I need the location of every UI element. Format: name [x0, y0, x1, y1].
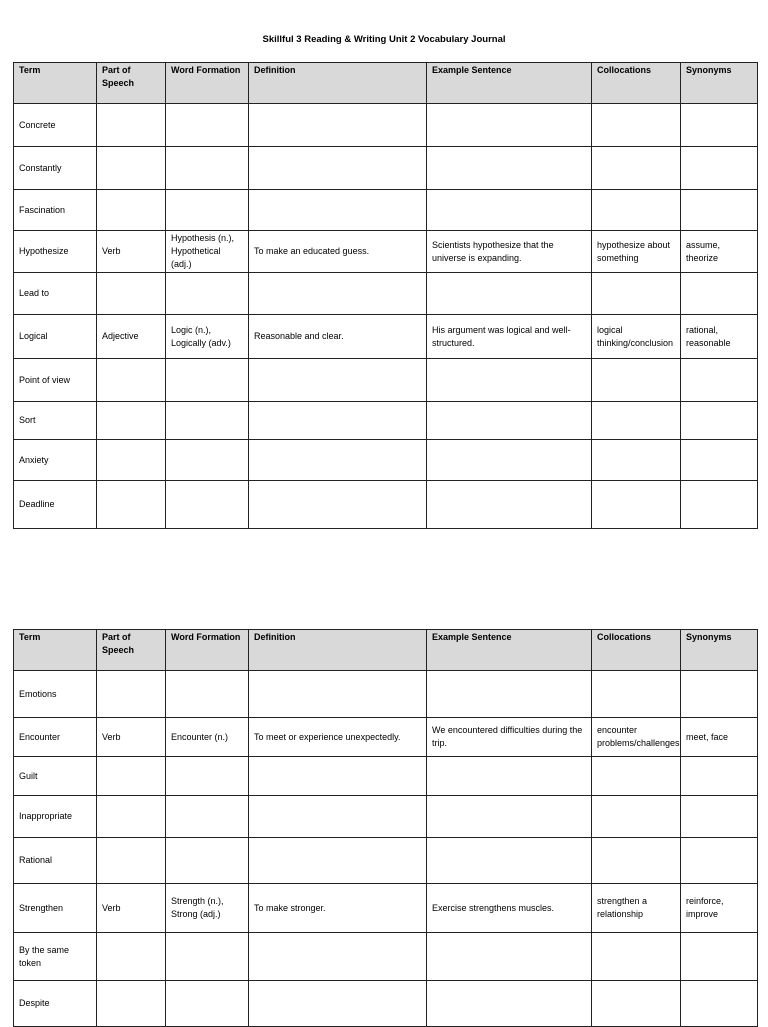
part-of-speech-cell	[97, 402, 166, 440]
synonyms-cell	[681, 440, 758, 481]
part-of-speech-cell	[97, 933, 166, 981]
example-sentence-cell	[427, 190, 592, 231]
part-of-speech-cell	[97, 104, 166, 147]
example-sentence-cell	[427, 402, 592, 440]
table-row	[14, 315, 758, 359]
word-formation-cell	[166, 147, 249, 190]
header-definition: Definition	[249, 630, 427, 671]
header-term: Term	[14, 63, 97, 104]
definition-cell	[249, 104, 427, 147]
vocabulary-table-1	[13, 62, 758, 529]
term-cell: Constantly	[14, 147, 97, 190]
part-of-speech-cell	[97, 838, 166, 884]
table-row	[14, 671, 758, 718]
part-of-speech-cell: Verb	[97, 884, 166, 933]
definition-cell: To make an educated guess.	[249, 231, 427, 273]
example-sentence-cell	[427, 359, 592, 402]
term-cell: Encounter	[14, 718, 97, 757]
collocations-cell	[592, 481, 681, 529]
collocations-cell	[592, 838, 681, 884]
table-row	[14, 231, 758, 273]
definition-cell	[249, 440, 427, 481]
table-header-row	[14, 63, 758, 104]
example-sentence-cell	[427, 981, 592, 1027]
synonyms-cell	[681, 273, 758, 315]
collocations-cell: hypothesize about something	[592, 231, 681, 273]
part-of-speech-cell: Verb	[97, 231, 166, 273]
term-cell: Sort	[14, 402, 97, 440]
part-of-speech-cell	[97, 190, 166, 231]
table-row	[14, 838, 758, 884]
collocations-cell	[592, 933, 681, 981]
term-cell: Despite	[14, 981, 97, 1027]
collocations-cell: encounter problems/challenges	[592, 718, 681, 757]
definition-cell: To meet or experience unexpectedly.	[249, 718, 427, 757]
part-of-speech-cell: Adjective	[97, 315, 166, 359]
word-formation-cell: Strength (n.), Strong (adj.)	[166, 884, 249, 933]
header-collocations: Collocations	[592, 630, 681, 671]
synonyms-cell: rational, reasonable	[681, 315, 758, 359]
table-row	[14, 273, 758, 315]
synonyms-cell	[681, 190, 758, 231]
example-sentence-cell	[427, 671, 592, 718]
definition-cell	[249, 481, 427, 529]
header-term: Term	[14, 630, 97, 671]
term-cell: Emotions	[14, 671, 97, 718]
table-row	[14, 147, 758, 190]
example-sentence-cell	[427, 147, 592, 190]
example-sentence-cell	[427, 273, 592, 315]
collocations-cell	[592, 402, 681, 440]
collocations-cell	[592, 359, 681, 402]
word-formation-cell	[166, 481, 249, 529]
term-cell: Point of view	[14, 359, 97, 402]
part-of-speech-cell	[97, 757, 166, 796]
example-sentence-cell	[427, 104, 592, 147]
example-sentence-cell: Exercise strengthens muscles.	[427, 884, 592, 933]
term-cell: By the same token	[14, 933, 97, 981]
term-cell: Anxiety	[14, 440, 97, 481]
table-row	[14, 190, 758, 231]
synonyms-cell	[681, 104, 758, 147]
definition-cell	[249, 190, 427, 231]
header-definition: Definition	[249, 63, 427, 104]
synonyms-cell: meet, face	[681, 718, 758, 757]
part-of-speech-cell	[97, 671, 166, 718]
synonyms-cell	[681, 796, 758, 838]
word-formation-cell	[166, 838, 249, 884]
part-of-speech-cell: Verb	[97, 718, 166, 757]
term-cell: Guilt	[14, 757, 97, 796]
collocations-cell	[592, 757, 681, 796]
synonyms-cell	[681, 981, 758, 1027]
header-example-sentence: Example Sentence	[427, 630, 592, 671]
table-row	[14, 359, 758, 402]
word-formation-cell: Logic (n.), Logically (adv.)	[166, 315, 249, 359]
header-word-formation: Word Formation	[166, 630, 249, 671]
part-of-speech-cell	[97, 147, 166, 190]
synonyms-cell: assume, theorize	[681, 231, 758, 273]
definition-cell	[249, 757, 427, 796]
word-formation-cell: Encounter (n.)	[166, 718, 249, 757]
term-cell: Fascination	[14, 190, 97, 231]
synonyms-cell	[681, 757, 758, 796]
term-cell: Lead to	[14, 273, 97, 315]
table-row	[14, 933, 758, 981]
collocations-cell	[592, 440, 681, 481]
part-of-speech-cell	[97, 359, 166, 402]
word-formation-cell	[166, 671, 249, 718]
header-word-formation: Word Formation	[166, 63, 249, 104]
word-formation-cell: Hypothesis (n.), Hypothetical (adj.)	[166, 231, 249, 273]
collocations-cell	[592, 190, 681, 231]
collocations-cell	[592, 796, 681, 838]
definition-cell	[249, 933, 427, 981]
word-formation-cell	[166, 359, 249, 402]
example-sentence-cell	[427, 481, 592, 529]
collocations-cell	[592, 981, 681, 1027]
word-formation-cell	[166, 190, 249, 231]
word-formation-cell	[166, 981, 249, 1027]
word-formation-cell	[166, 273, 249, 315]
table-row	[14, 981, 758, 1027]
table-row	[14, 796, 758, 838]
synonyms-cell	[681, 402, 758, 440]
header-example-sentence: Example Sentence	[427, 63, 592, 104]
synonyms-cell	[681, 481, 758, 529]
header-synonyms: Synonyms	[681, 63, 758, 104]
part-of-speech-cell	[97, 273, 166, 315]
header-synonyms: Synonyms	[681, 630, 758, 671]
definition-cell	[249, 838, 427, 884]
table-row	[14, 718, 758, 757]
term-cell: Logical	[14, 315, 97, 359]
synonyms-cell	[681, 933, 758, 981]
word-formation-cell	[166, 796, 249, 838]
word-formation-cell	[166, 104, 249, 147]
example-sentence-cell	[427, 796, 592, 838]
example-sentence-cell: Scientists hypothesize that the universe is expanding.	[427, 231, 592, 273]
collocations-cell	[592, 147, 681, 190]
collocations-cell	[592, 104, 681, 147]
example-sentence-cell: We encountered difficulties during the trip.	[427, 718, 592, 757]
term-cell: Inappropriate	[14, 796, 97, 838]
definition-cell	[249, 981, 427, 1027]
synonyms-cell	[681, 359, 758, 402]
definition-cell	[249, 402, 427, 440]
definition-cell	[249, 671, 427, 718]
synonyms-cell	[681, 838, 758, 884]
collocations-cell	[592, 671, 681, 718]
term-cell: Hypothesize	[14, 231, 97, 273]
definition-cell: Reasonable and clear.	[249, 315, 427, 359]
part-of-speech-cell	[97, 440, 166, 481]
definition-cell	[249, 359, 427, 402]
table-row	[14, 104, 758, 147]
synonyms-cell	[681, 147, 758, 190]
term-cell: Deadline	[14, 481, 97, 529]
table-row	[14, 481, 758, 529]
part-of-speech-cell	[97, 981, 166, 1027]
vocabulary-table-2	[13, 629, 758, 1027]
collocations-cell: logical thinking/conclusion	[592, 315, 681, 359]
table-row	[14, 757, 758, 796]
term-cell: Concrete	[14, 104, 97, 147]
example-sentence-cell: His argument was logical and well-structured.	[427, 315, 592, 359]
table-row	[14, 402, 758, 440]
part-of-speech-cell	[97, 796, 166, 838]
part-of-speech-cell	[97, 481, 166, 529]
document-title: Skillful 3 Reading & Writing Unit 2 Vocabulary Journal	[262, 34, 506, 45]
word-formation-cell	[166, 440, 249, 481]
definition-cell	[249, 147, 427, 190]
collocations-cell	[592, 273, 681, 315]
definition-cell	[249, 273, 427, 315]
collocations-cell: strengthen a relationship	[592, 884, 681, 933]
term-cell: Rational	[14, 838, 97, 884]
term-cell: Strengthen	[14, 884, 97, 933]
synonyms-cell: reinforce, improve	[681, 884, 758, 933]
word-formation-cell	[166, 757, 249, 796]
word-formation-cell	[166, 933, 249, 981]
table-header-row	[14, 630, 758, 671]
definition-cell	[249, 796, 427, 838]
example-sentence-cell	[427, 440, 592, 481]
example-sentence-cell	[427, 838, 592, 884]
table-row	[14, 440, 758, 481]
synonyms-cell	[681, 671, 758, 718]
example-sentence-cell	[427, 933, 592, 981]
header-collocations: Collocations	[592, 63, 681, 104]
definition-cell: To make stronger.	[249, 884, 427, 933]
word-formation-cell	[166, 402, 249, 440]
table-row	[14, 884, 758, 933]
header-part-of-speech: Part of Speech	[97, 630, 166, 671]
header-part-of-speech: Part of Speech	[97, 63, 166, 104]
example-sentence-cell	[427, 757, 592, 796]
